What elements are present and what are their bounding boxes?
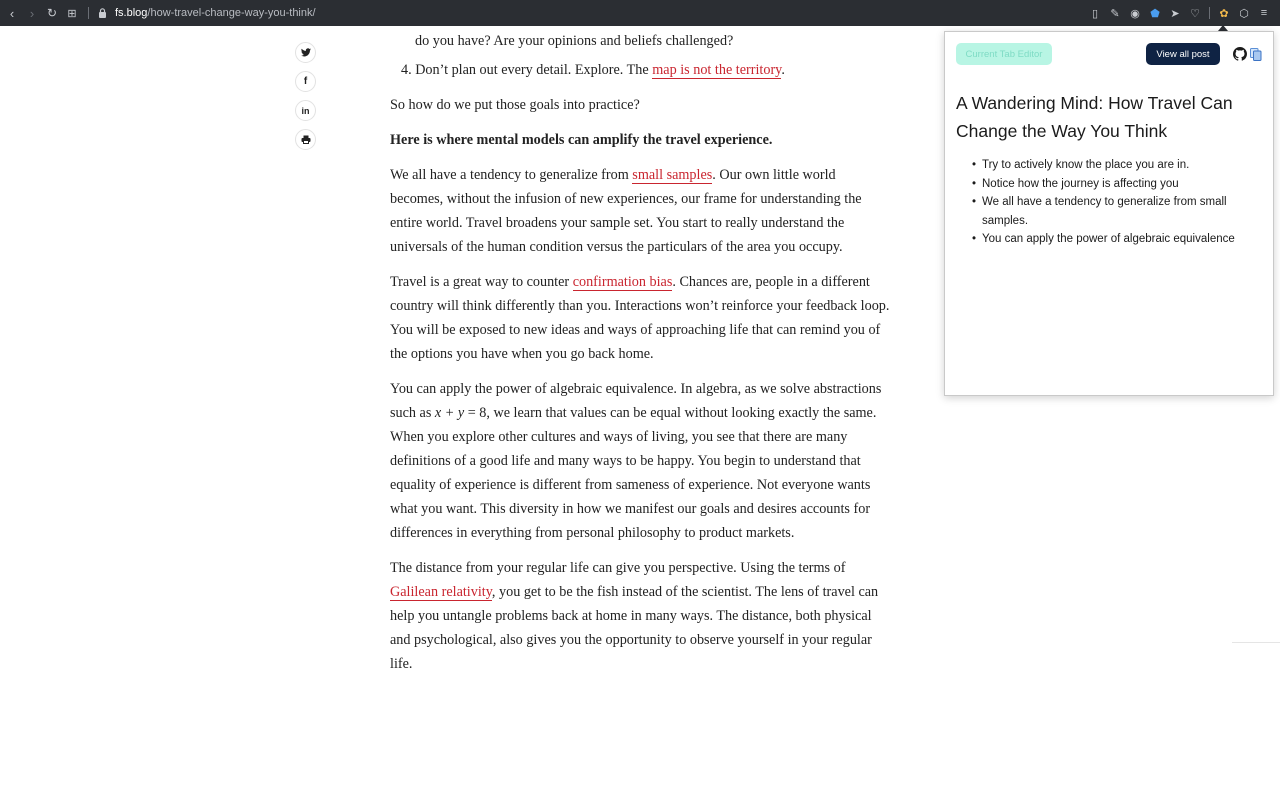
list-item-text: . <box>781 62 785 78</box>
paragraph-generalize <box>390 163 890 259</box>
small-samples-link[interactable]: small samples <box>632 167 713 183</box>
paragraph-text: You can apply the power of algebraic equivalence. In algebra, as we solve abstractions such as <box>390 381 882 421</box>
camera-icon[interactable]: ◉ <box>1130 7 1140 20</box>
facebook-icon[interactable]: f <box>295 71 316 92</box>
confirmation-bias-link[interactable]: confirmation bias <box>572 274 673 290</box>
heart-icon[interactable]: ♡ <box>1190 7 1200 20</box>
paragraph-confirmation <box>390 270 890 366</box>
cube-icon[interactable]: ⬡ <box>1239 7 1249 20</box>
view-all-post-button[interactable]: View all post <box>1146 43 1220 65</box>
extension-active-icon[interactable]: ✿ <box>1219 7 1229 20</box>
browser-toolbar <box>0 0 1280 26</box>
paragraph-text: = 8, we learn that values can be equal without looking exactly the same. When you explore other cultures and ways of living, you see that there are many definitions of a good life and many ways to be happy. You begin to understand that equality of experience is different from sameness of experience. Not everyone wants what you want. This diversity in how we manifest our goals and desires accounts for differences in everything from personal philosophy to product markets. <box>390 405 877 541</box>
equation: x + y <box>434 405 465 421</box>
copy-icon[interactable] <box>1250 48 1262 61</box>
toolbar-separator <box>88 7 89 19</box>
lock-icon <box>95 3 109 23</box>
list-item: • You can apply the power of algebraic equivalence <box>972 230 1262 249</box>
paragraph-text: . Chances are, people in a different country will think differently than you. Interactions won’t reinforce your feedback loop. You will be exposed to new ideas and ways of approaching life that can remind you of the options you have when you go back home. <box>390 274 890 362</box>
paragraph-text: We all have a tendency to generalize from <box>390 167 633 183</box>
popup-title: A Wandering Mind: How Travel Can Change the Way You Think <box>956 93 1233 141</box>
url-path: /how-travel-change-way-you-think/ <box>147 7 316 19</box>
forward-icon[interactable]: › <box>29 5 35 21</box>
address-bar[interactable] <box>115 7 316 19</box>
linkedin-icon[interactable]: in <box>295 100 316 121</box>
list-item-continuation <box>390 29 890 53</box>
paragraph-bold <box>390 128 890 152</box>
reload-icon[interactable]: ↻ <box>46 6 58 20</box>
popup-notes-list <box>972 156 1262 249</box>
list-item: • We all have a tendency to generalize from small samples. <box>972 193 1262 230</box>
extension-popup <box>944 31 1274 396</box>
toolbar-extensions <box>1087 3 1272 23</box>
paragraph-text: The distance from your regular life can give you perspective. Using the terms of <box>390 560 846 576</box>
toolbar-separator <box>1209 7 1210 19</box>
back-icon[interactable]: ‹ <box>9 5 15 21</box>
page-divider <box>1232 642 1280 643</box>
list-item-text: do you have? Are your opinions and beliefs challenged? <box>415 33 734 49</box>
current-tab-editor-button[interactable]: Current Tab Editor <box>956 43 1052 65</box>
list-item-text: 4. Don’t plan out every detail. Explore. The <box>401 62 653 78</box>
github-icon[interactable] <box>1233 47 1247 61</box>
social-share-bar <box>295 42 316 150</box>
twitter-icon[interactable] <box>295 42 316 63</box>
paragraph-text: . Our own little world becomes, without the infusion of new experiences, our frame for understanding the entire world. Travel broadens your sample set. You start to really understand the universals of the human condition versus the particulars of the area you occupy. <box>390 167 862 255</box>
galilean-relativity-link[interactable]: Galilean relativity <box>390 584 492 600</box>
url-host: fs.blog <box>115 7 148 19</box>
list-item: • Try to actively know the place you are in. <box>972 156 1262 175</box>
print-icon[interactable] <box>295 129 316 150</box>
tab-grid-icon[interactable]: ⊞ <box>67 7 77 20</box>
paragraph-text: Travel is a great way to counter <box>390 274 573 290</box>
article-body <box>390 26 890 672</box>
send-icon[interactable]: ➤ <box>1170 7 1180 20</box>
edit-icon[interactable]: ✎ <box>1110 7 1120 20</box>
bold-statement: Here is where mental models can amplify the travel experience. <box>390 132 773 148</box>
list-item-4 <box>401 58 890 82</box>
shield-icon[interactable]: ⬟ <box>1150 7 1160 20</box>
menu-icon[interactable]: ≡ <box>1260 7 1268 19</box>
paragraph-text: , you get to be the fish instead of the scientist. The lens of travel can help you untangle problems back at home in many ways. The distance, both physical and psychological, also gives you the opportunity to observe yourself in your regular life. <box>390 584 879 672</box>
paragraph-algebra <box>390 377 890 545</box>
map-territory-link[interactable]: map is not the territory <box>652 62 782 78</box>
paragraph-distance <box>390 556 890 676</box>
list-item: • Notice how the journey is affecting you <box>972 175 1262 194</box>
paragraph-goals: So how do we put those goals into practice? <box>390 97 640 113</box>
reader-icon[interactable]: ▯ <box>1091 7 1099 20</box>
